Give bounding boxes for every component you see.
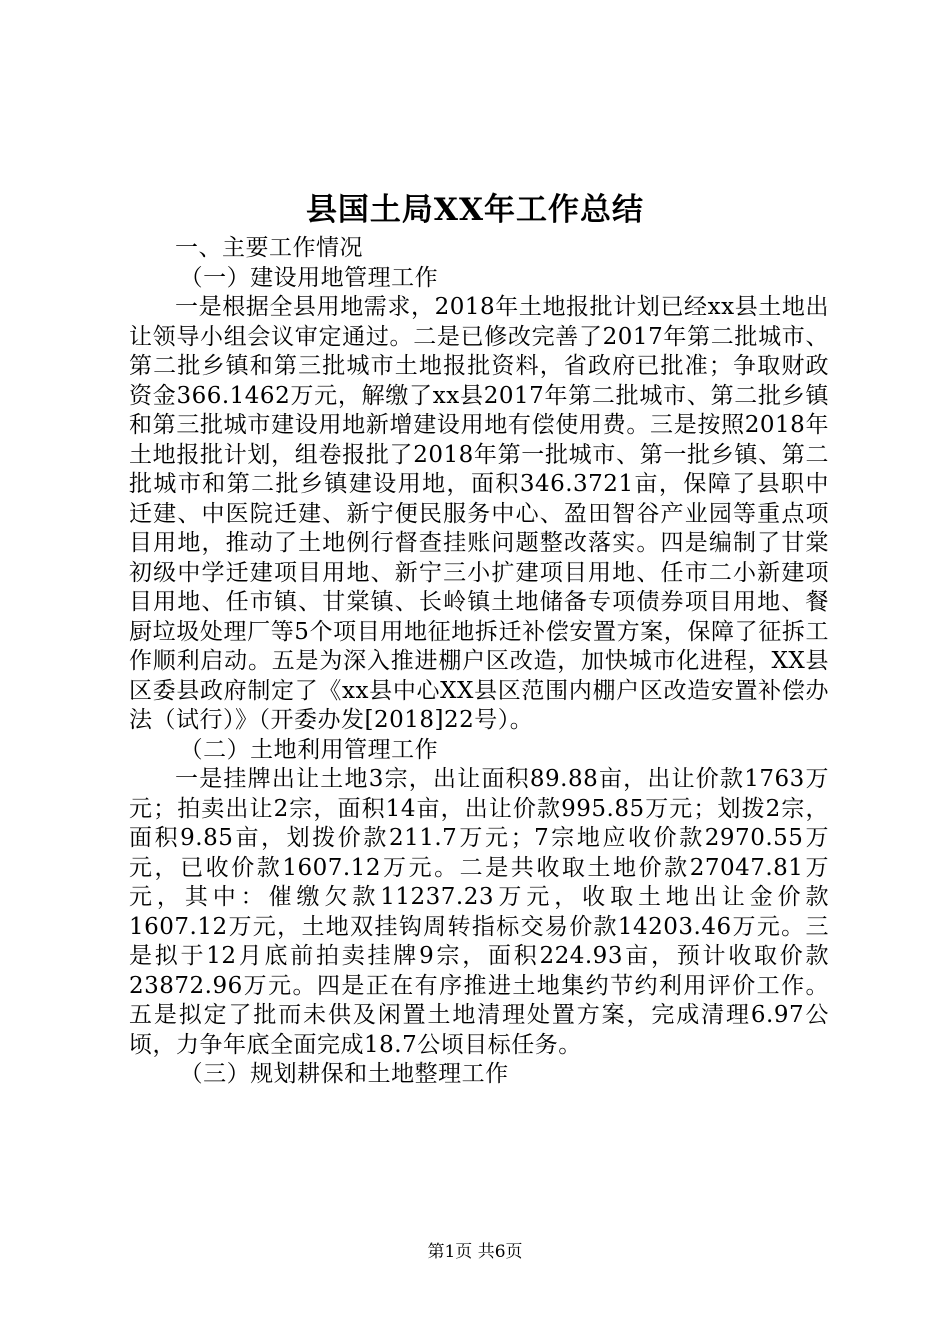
paragraph-land-use: 一是挂牌出让土地3宗，出让面积89.88亩，出让价款1763万元；拍卖出让2宗，面积14亩，出让价款995.85万元；划拨2宗，面积9.85亩，划拨价款211.7万元；7宗地应收价款2970.55万元，已收价款1607.12万元。二是共收取土地价款27047.81万元，其中：催缴欠款11237.23万元，收取土地出让金价款1607.12万元，土地双挂钩周转指标交易价款14203.46万元。三是拟于12月底前拍卖挂牌9宗，面积224.93亩，预计收取价款23872.96万元。四是正在有序推进土地集约节约利用评价工作。五是拟定了批而未供及闲置土地清理处置方案，完成清理6.97公顷，力争年底全面完成18.7公顷目标任务。 bbox=[129, 766, 829, 1058]
subsection-heading-land-use: （二）土地利用管理工作 bbox=[179, 736, 439, 763]
section-heading-main-work: 一、主要工作情况 bbox=[175, 235, 363, 261]
paragraph-construction-land: 一是根据全县用地需求，2018年土地报批计划已经xx县土地出让领导小组会议审定通过。二是已修改完善了2017年第二批城市、第二批乡镇和第三批城市土地报批资料，省政府已批准；争取财政资金366.1462万元，解缴了xx县2017年第二批城市、第二批乡镇和第三批城市建设用地新增建设用地有偿使用费。三是按照2018年土地报批计划，组卷报批了2018年第一批城市、第一批乡镇、第二批城市和第二批乡镇建设用地，面积346.3721亩，保障了县职中迁建、中医院迁建、新宁便民服务中心、盈田智谷产业园等重点项目用地，推动了土地例行督查挂账问题整改落实。四是编制了甘棠初级中学迁建项目用地、新宁三小扩建项目用地、任市二小新建项目用地、任市镇、甘棠镇、长岭镇土地储备专项债券项目用地、餐厨垃圾处理厂等5个项目用地征地拆迁补偿安置方案，保障了征拆工作顺利启动。五是为深入推进棚户区改造，加快城市化进程，XX县区委县政府制定了《xx县中心XX县区范围内棚户区改造安置补偿办法（试行）》（开委办发[2018]22号）。 bbox=[129, 294, 829, 733]
subsection-heading-construction-land: （一）建设用地管理工作 bbox=[179, 264, 439, 291]
document-title: 县国土局XX年工作总结 bbox=[305, 192, 645, 228]
document-body bbox=[129, 234, 829, 1090]
subsection-heading-planning: （三）规划耕保和土地整理工作 bbox=[179, 1061, 509, 1087]
page-footer: 第1页 共6页 bbox=[427, 1242, 523, 1262]
